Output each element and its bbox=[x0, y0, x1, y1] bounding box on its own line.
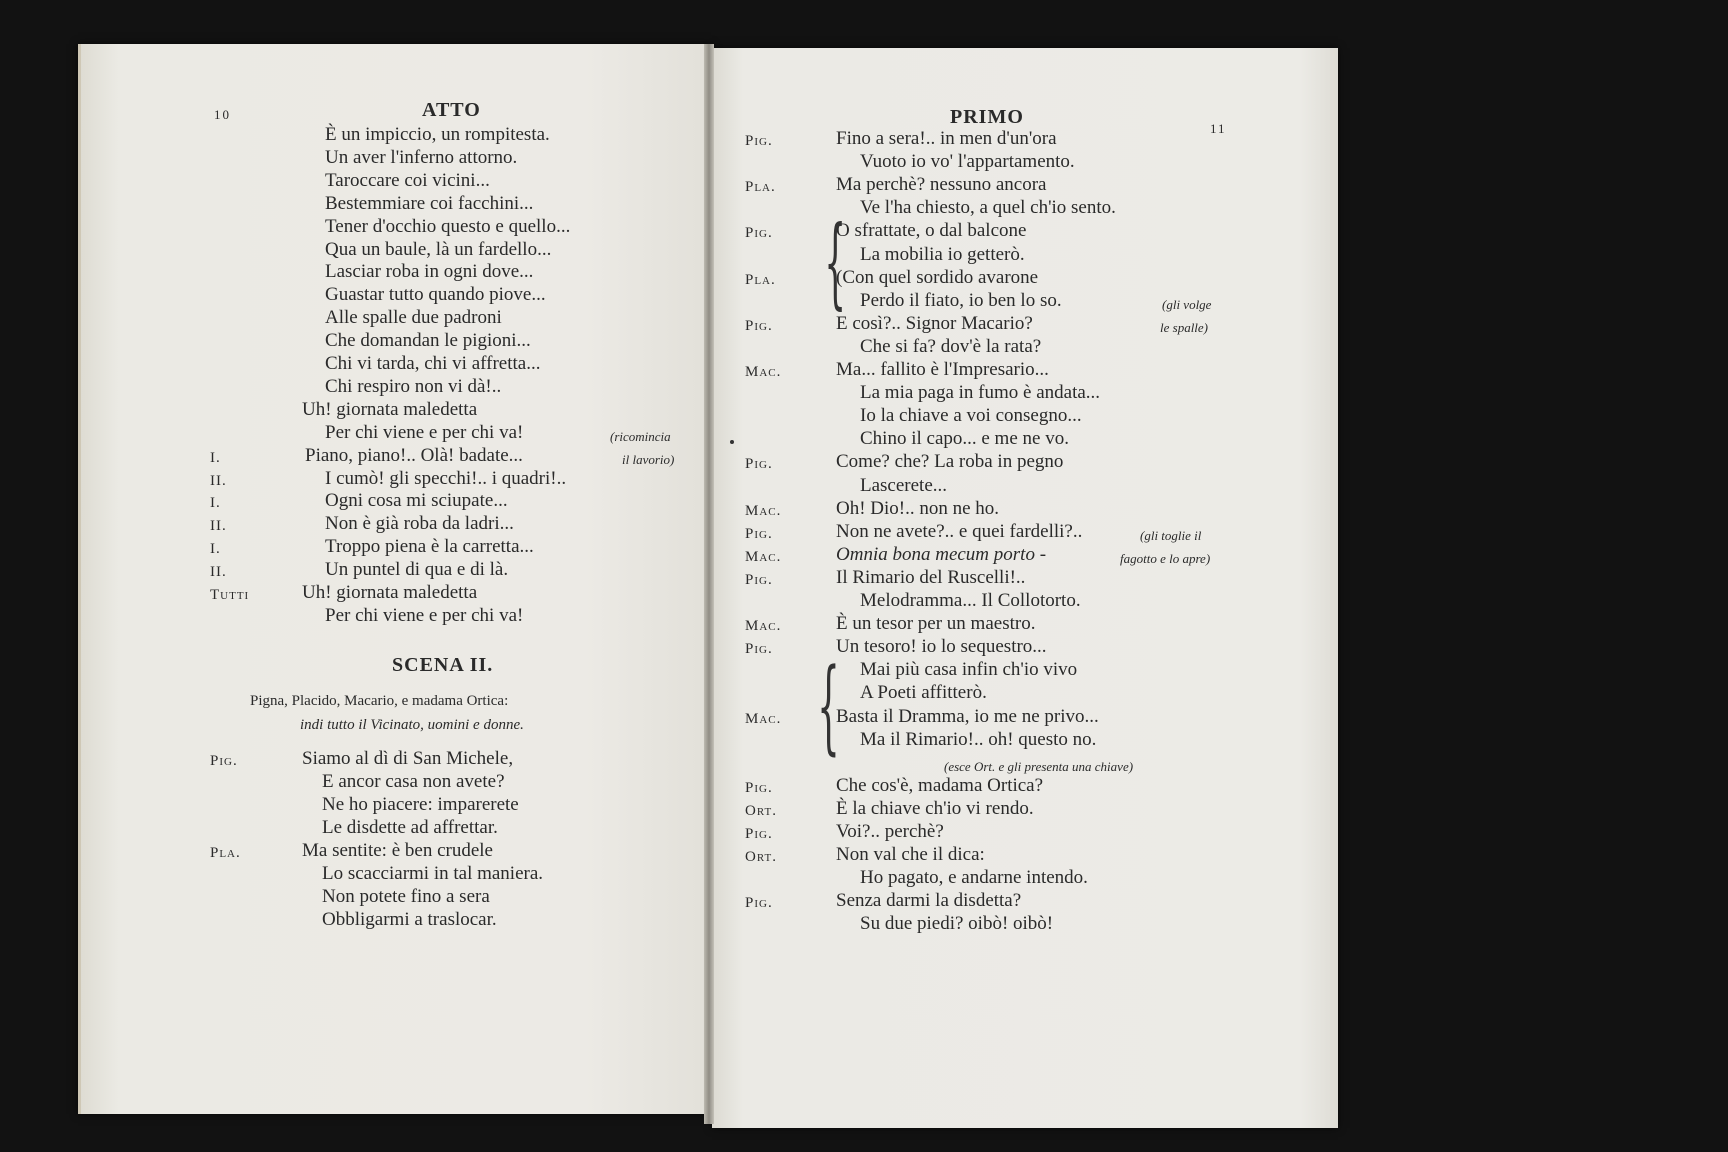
verse-line: Voi?.. perchè? bbox=[836, 821, 944, 842]
verse-line: Un tesoro! io lo sequestro... bbox=[836, 636, 1047, 658]
verse-line: Per chi viene e per chi va! bbox=[325, 421, 524, 443]
verse-line: Mai più casa infin ch'io vivo bbox=[860, 659, 1078, 681]
ink-dot bbox=[730, 440, 734, 444]
running-head-right: PRIMO bbox=[950, 106, 1024, 128]
verse-line: E così?.. Signor Macario? bbox=[836, 312, 1033, 334]
speaker-label: Pig. bbox=[745, 779, 773, 796]
speaker-label: II. bbox=[210, 472, 227, 489]
verse-line: È la chiave ch'io vi rendo. bbox=[836, 797, 1034, 819]
speaker-label: Mac. bbox=[745, 502, 782, 519]
verse-line: Chino il capo... e me ne vo. bbox=[860, 428, 1069, 450]
speaker-label: I. bbox=[210, 495, 221, 512]
speaker-label: Pig. bbox=[745, 826, 773, 842]
verse-line: Un puntel di qua e di là. bbox=[325, 559, 509, 581]
verse-line: Un aver l'inferno attorno. bbox=[325, 146, 518, 168]
verse-line: Piano, piano!.. Olà! badate... bbox=[305, 444, 523, 466]
speaker-label: Pla. bbox=[745, 271, 776, 288]
verse-line: I cumò! gli specchi!.. i quadri!.. bbox=[325, 467, 567, 489]
stage-direction: il lavorio) bbox=[622, 451, 675, 467]
speaker-label: Pig. bbox=[745, 571, 773, 588]
speaker-label: Tutti bbox=[210, 587, 250, 603]
speaker-label: Mac. bbox=[745, 548, 782, 565]
verse-line: È un impiccio, un rompitesta. bbox=[325, 124, 550, 145]
verse-line: Obbligarmi a traslocar. bbox=[322, 909, 497, 930]
verse-line: Ma... fallito è l'Impresario... bbox=[836, 359, 1049, 380]
verse-line: Ogni cosa mi sciupate... bbox=[325, 490, 508, 512]
verse-line: Perdo il fiato, io ben lo so. bbox=[860, 289, 1062, 311]
speaker-label: Pig. bbox=[745, 456, 773, 473]
speaker-label: Pig. bbox=[745, 317, 773, 334]
verse-line: Io la chiave a voi consegno... bbox=[860, 405, 1082, 427]
verse-line: Senza darmi la disdetta? bbox=[836, 890, 1022, 912]
verse-line: Chi vi tarda, chi vi affretta... bbox=[325, 353, 541, 374]
page-number-right: 11 bbox=[1210, 121, 1227, 136]
verse-line: La mia paga in fumo è andata... bbox=[860, 382, 1101, 404]
verse-line: Ne ho piacere: imparerete bbox=[322, 794, 519, 815]
speaker-label: Pig. bbox=[745, 225, 773, 242]
cast-list-cont: indi tutto il Vicinato, uomini e donne. bbox=[300, 717, 524, 733]
verse-line: Oh! Dio!.. non ne ho. bbox=[836, 497, 1000, 519]
verse-line: Le disdette ad affrettar. bbox=[322, 817, 498, 838]
stage-direction: fagotto e lo apre) bbox=[1120, 550, 1211, 566]
speaker-label: Ort. bbox=[745, 849, 777, 866]
verse-line: Ho pagato, e andarne intendo. bbox=[860, 867, 1088, 889]
verse-line: Ma perchè? nessuno ancora bbox=[836, 174, 1047, 196]
verse-line: Lascerete... bbox=[860, 474, 948, 496]
brace-2: { bbox=[817, 647, 840, 766]
verse-line: Per chi viene e per chi va! bbox=[325, 604, 524, 626]
verse-line: Non è già roba da ladri... bbox=[325, 513, 514, 535]
brace-1: { bbox=[824, 206, 847, 320]
verse-line: È un tesor per un maestro. bbox=[836, 613, 1036, 635]
verse-line: Come? che? La roba in pegno bbox=[836, 451, 1064, 473]
verse-line: Basta il Dramma, io me ne privo... bbox=[836, 705, 1099, 727]
verse-line: Guastar tutto quando piove... bbox=[325, 284, 546, 306]
speaker-label: Pig. bbox=[210, 753, 238, 769]
verse-line: (Con quel sordido avarone bbox=[836, 266, 1039, 288]
speaker-label: Pla. bbox=[745, 179, 776, 196]
verse-line: Lasciar roba in ogni dove... bbox=[325, 261, 534, 283]
verse-line: Melodramma... Il Collotorto. bbox=[860, 590, 1081, 611]
verse-line: Omnia bona mecum porto - bbox=[836, 543, 1047, 565]
speaker-label: Pig. bbox=[745, 641, 773, 658]
stage-direction: (gli volge bbox=[1162, 296, 1212, 312]
stage-direction: le spalle) bbox=[1160, 319, 1209, 335]
speaker-label: II. bbox=[210, 518, 227, 535]
verse-line: A Poeti affitterò. bbox=[860, 682, 987, 704]
verse-line: Fino a sera!.. in men d'un'ora bbox=[836, 128, 1057, 149]
verse-line: E ancor casa non avete? bbox=[322, 771, 505, 792]
verse-line: Uh! giornata maledetta bbox=[302, 398, 478, 420]
verse-line: Alle spalle due padroni bbox=[325, 307, 502, 329]
verse-line: Ma il Rimario!.. oh! questo no. bbox=[860, 728, 1097, 750]
verse-line: Non ne avete?.. e quei fardelli?.. bbox=[836, 520, 1083, 542]
speaker-label: II. bbox=[210, 564, 227, 581]
verse-line: Ma sentite: è ben crudele bbox=[302, 840, 493, 861]
verse-line: Vuoto io vo' l'appartamento. bbox=[860, 151, 1075, 173]
verse-line: O sfrattate, o dal balcone bbox=[836, 220, 1027, 242]
verse-line: Non potete fino a sera bbox=[322, 886, 490, 907]
speaker-label: Mac. bbox=[745, 618, 782, 635]
verse-line: Uh! giornata maledetta bbox=[302, 582, 478, 603]
speaker-label: I. bbox=[210, 449, 221, 466]
running-head-left: ATTO bbox=[422, 99, 481, 121]
verse-line: Su due piedi? oibò! oibò! bbox=[860, 913, 1054, 935]
page-number-left: 10 bbox=[214, 107, 231, 122]
cast-list: Pigna, Placido, Macario, e madama Ortica: bbox=[250, 693, 509, 709]
verse-line: Chi respiro non vi dà!.. bbox=[325, 375, 502, 397]
speaker-label: Ort. bbox=[745, 802, 777, 819]
book-gutter bbox=[704, 44, 714, 1124]
verse-line: Ve l'ha chiesto, a quel ch'io sento. bbox=[860, 197, 1116, 219]
stage-direction: (esce Ort. e gli presenta una chiave) bbox=[944, 758, 1134, 774]
verse-line: Taroccare coi vicini... bbox=[325, 169, 490, 191]
speaker-label: I. bbox=[210, 541, 221, 558]
speaker-label: Mac. bbox=[745, 710, 782, 727]
verse-line: Bestemmiare coi facchini... bbox=[325, 192, 534, 214]
verse-line: Non val che il dica: bbox=[836, 844, 985, 866]
stage-direction: (ricomincia bbox=[610, 428, 671, 444]
verse-line: Lo scacciarmi in tal maniera. bbox=[322, 863, 544, 884]
verse-line: Che cos'è, madama Ortica? bbox=[836, 774, 1044, 796]
speaker-label: Mac. bbox=[745, 364, 782, 380]
speaker-label: Pla. bbox=[210, 845, 241, 861]
verse-line: Il Rimario del Ruscelli!.. bbox=[836, 566, 1026, 588]
verse-line: Che si fa? dov'è la rata? bbox=[860, 335, 1042, 357]
verse-line: Troppo piena è la carretta... bbox=[325, 536, 534, 558]
speaker-label: Pig. bbox=[745, 133, 773, 149]
verse-line: Che domandan le pigioni... bbox=[325, 330, 531, 352]
speaker-label: Pig. bbox=[745, 895, 773, 912]
verse-line: Siamo al dì di San Michele, bbox=[302, 748, 514, 769]
verse-line: Qua un baule, là un fardello... bbox=[325, 238, 552, 260]
scene-heading: SCENA II. bbox=[392, 654, 494, 676]
speaker-label: Pig. bbox=[745, 525, 773, 542]
stage-direction: (gli toglie il bbox=[1140, 527, 1202, 543]
verse-line: La mobilia io getterò. bbox=[860, 243, 1025, 265]
verse-line: Tener d'occhio questo e quello... bbox=[325, 215, 571, 237]
